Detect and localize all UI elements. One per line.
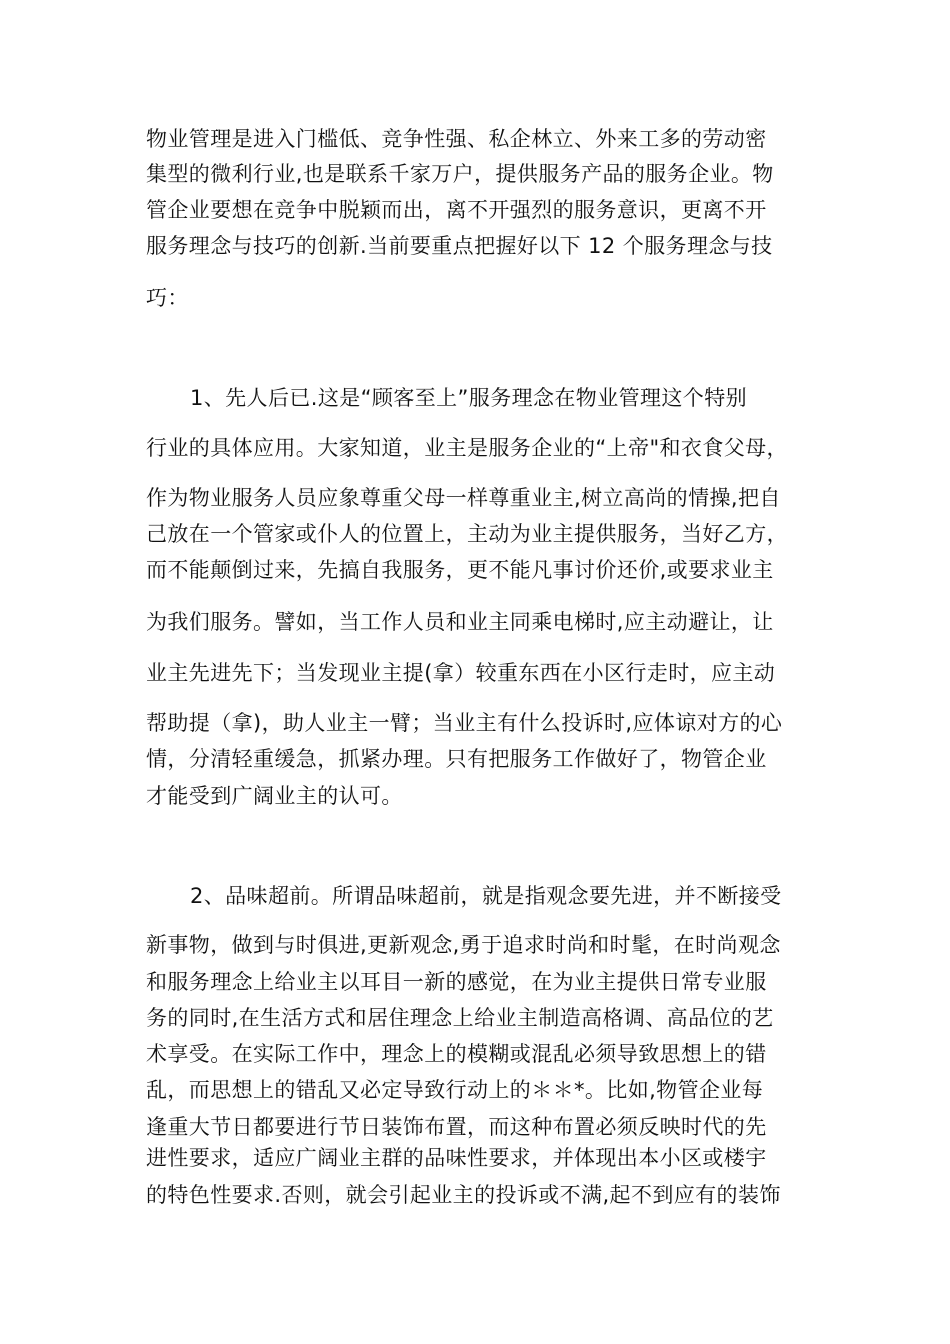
text-line: 情，分清轻重缓急，抓紧办理。只有把服务工作做好了，物管企业 xyxy=(146,747,767,771)
text-line: 作为物业服务人员应象尊重父母一样尊重业主,树立高尚的情操,把自 xyxy=(146,486,781,510)
text-line: 新事物，做到与时俱进,更新观念,勇于追求时尚和时髦，在时尚观念 xyxy=(146,933,781,957)
text-line: 术享受。在实际工作中，理念上的模糊或混乱必须导致思想上的错 xyxy=(146,1042,767,1066)
text-line: 才能受到广阔业主的认可。 xyxy=(146,784,403,808)
text-line: 服务理念与技巧的创新.当前要重点把握好以下 12 个服务理念与技 xyxy=(146,234,773,258)
text-line: 集型的微利行业,也是联系千家万户，提供服务产品的服务企业。物 xyxy=(146,162,774,186)
text-line: 行业的具体应用。大家知道，业主是服务企业的“上帝"和衣食父母， xyxy=(146,436,788,460)
text-line: 务的同时,在生活方式和居住理念上给业主制造高格调、高品位的艺 xyxy=(146,1006,774,1030)
text-line: 业主先进先下；当发现业主提(拿）较重东西在小区行走时，应主动 xyxy=(146,661,776,685)
text-line: 管企业要想在竞争中脱颖而出，离不开强烈的服务意识，更离不开 xyxy=(146,198,767,222)
text-line: 为我们服务。譬如，当工作人员和业主同乘电梯时,应主动避让，让 xyxy=(146,610,774,634)
text-line: 进性要求，适应广阔业主群的品味性要求，并体现出本小区或楼宇 xyxy=(146,1146,767,1170)
text-line: 2、品味超前。所谓品味超前，就是指观念要先进，并不断接受 xyxy=(190,884,782,908)
text-line: 乱，而思想上的错乱又必定导致行动上的＊＊*。比如,物管企业每 xyxy=(146,1078,764,1102)
text-line: 己放在一个管家或仆人的位置上，主动为业主提供服务，当好乙方， xyxy=(146,522,788,546)
text-line: 而不能颠倒过来，先搞自我服务，更不能凡事讨价还价,或要求业主 xyxy=(146,558,774,582)
text-line: 帮助提（拿)，助人业主一臂；当业主有什么投诉时,应体谅对方的心 xyxy=(146,711,783,735)
text-line: 的特色性要求.否则，就会引起业主的投诉或不满,起不到应有的装饰 xyxy=(146,1183,781,1207)
text-line: 巧： xyxy=(146,286,189,310)
text-line: 逢重大节日都要进行节日装饰布置，而这种布置必须反映时代的先 xyxy=(146,1115,767,1139)
text-line: 和服务理念上给业主以耳目一新的感觉，在为业主提供日常专业服 xyxy=(146,970,767,994)
text-line: 物业管理是进入门槛低、竞争性强、私企林立、外来工多的劳动密 xyxy=(146,127,767,151)
text-line: 1、先人后已.这是“顾客至上”服务理念在物业管理这个特别 xyxy=(190,386,747,410)
